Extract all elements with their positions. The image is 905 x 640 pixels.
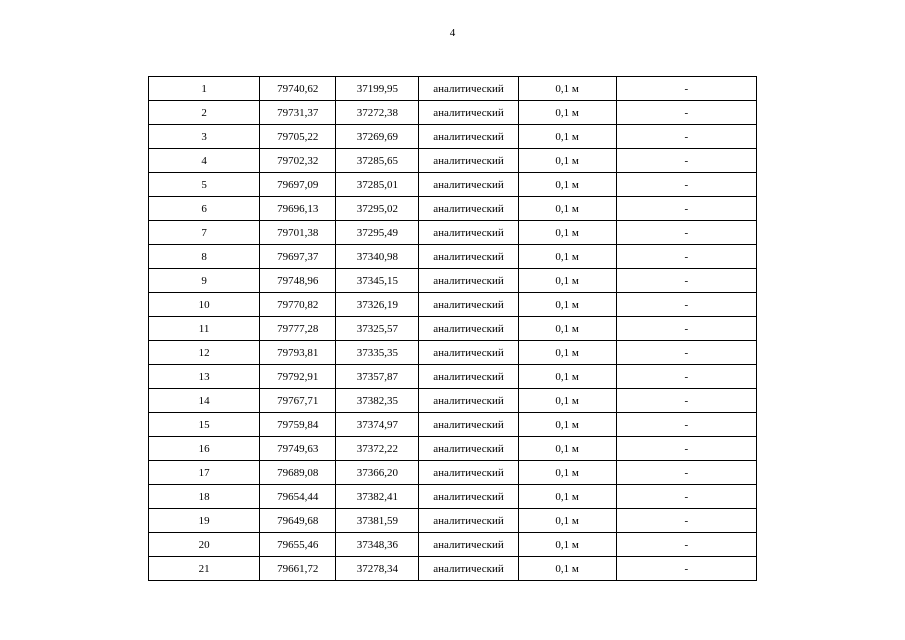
coordinate-y-cell: 37295,49 (336, 221, 419, 245)
coordinate-x-cell: 79731,37 (260, 101, 336, 125)
coordinate-x-cell: 79697,09 (260, 173, 336, 197)
description-cell: - (616, 485, 756, 509)
coordinate-x-cell: 79777,28 (260, 317, 336, 341)
coordinate-x-cell: 79759,84 (260, 413, 336, 437)
method-cell: аналитический (419, 101, 518, 125)
method-cell: аналитический (419, 293, 518, 317)
coordinate-y-cell: 37348,36 (336, 533, 419, 557)
description-cell: - (616, 149, 756, 173)
accuracy-cell: 0,1 м (518, 509, 616, 533)
method-cell: аналитический (419, 389, 518, 413)
table-row (149, 293, 757, 317)
description-cell: - (616, 221, 756, 245)
coordinate-x-cell: 79696,13 (260, 197, 336, 221)
accuracy-cell: 0,1 м (518, 533, 616, 557)
coordinate-x-cell: 79748,96 (260, 269, 336, 293)
coordinate-y-cell: 37381,59 (336, 509, 419, 533)
method-cell: аналитический (419, 533, 518, 557)
point-number-cell: 12 (149, 341, 260, 365)
point-number-cell: 21 (149, 557, 260, 581)
coordinate-y-cell: 37325,57 (336, 317, 419, 341)
accuracy-cell: 0,1 м (518, 149, 616, 173)
table-row (149, 341, 757, 365)
method-cell: аналитический (419, 149, 518, 173)
coordinate-x-cell: 79793,81 (260, 341, 336, 365)
description-cell: - (616, 317, 756, 341)
coordinate-x-cell: 79655,46 (260, 533, 336, 557)
coordinate-y-cell: 37285,01 (336, 173, 419, 197)
method-cell: аналитический (419, 221, 518, 245)
coordinate-y-cell: 37382,35 (336, 389, 419, 413)
point-number-cell: 14 (149, 389, 260, 413)
point-number-cell: 13 (149, 365, 260, 389)
accuracy-cell: 0,1 м (518, 221, 616, 245)
coordinate-x-cell: 79705,22 (260, 125, 336, 149)
table-row (149, 437, 757, 461)
point-number-cell: 11 (149, 317, 260, 341)
method-cell: аналитический (419, 557, 518, 581)
coordinate-y-cell: 37272,38 (336, 101, 419, 125)
description-cell: - (616, 125, 756, 149)
table-row (149, 245, 757, 269)
description-cell: - (616, 365, 756, 389)
description-cell: - (616, 389, 756, 413)
accuracy-cell: 0,1 м (518, 293, 616, 317)
point-number-cell: 20 (149, 533, 260, 557)
table-row (149, 389, 757, 413)
coordinate-y-cell: 37278,34 (336, 557, 419, 581)
description-cell: - (616, 293, 756, 317)
coordinate-y-cell: 37374,97 (336, 413, 419, 437)
accuracy-cell: 0,1 м (518, 269, 616, 293)
coordinate-y-cell: 37285,65 (336, 149, 419, 173)
description-cell: - (616, 173, 756, 197)
accuracy-cell: 0,1 м (518, 365, 616, 389)
table-row (149, 317, 757, 341)
coordinate-y-cell: 37335,35 (336, 341, 419, 365)
table-row (149, 413, 757, 437)
point-number-cell: 10 (149, 293, 260, 317)
table-row (149, 221, 757, 245)
point-number-cell: 17 (149, 461, 260, 485)
coordinates-table-body (149, 77, 757, 581)
accuracy-cell: 0,1 м (518, 413, 616, 437)
coordinate-x-cell: 79697,37 (260, 245, 336, 269)
point-number-cell: 8 (149, 245, 260, 269)
coordinate-x-cell: 79661,72 (260, 557, 336, 581)
coordinate-y-cell: 37269,69 (336, 125, 419, 149)
method-cell: аналитический (419, 485, 518, 509)
description-cell: - (616, 269, 756, 293)
coordinate-y-cell: 37295,02 (336, 197, 419, 221)
method-cell: аналитический (419, 173, 518, 197)
table-row (149, 77, 757, 101)
coordinate-y-cell: 37372,22 (336, 437, 419, 461)
page-number: 4 (449, 27, 456, 39)
point-number-cell: 3 (149, 125, 260, 149)
method-cell: аналитический (419, 245, 518, 269)
accuracy-cell: 0,1 м (518, 341, 616, 365)
method-cell: аналитический (419, 461, 518, 485)
coordinate-x-cell: 79767,71 (260, 389, 336, 413)
method-cell: аналитический (419, 413, 518, 437)
point-number-cell: 9 (149, 269, 260, 293)
method-cell: аналитический (419, 509, 518, 533)
description-cell: - (616, 101, 756, 125)
coordinate-y-cell: 37199,95 (336, 77, 419, 101)
coordinate-x-cell: 79701,38 (260, 221, 336, 245)
coordinate-x-cell: 79702,32 (260, 149, 336, 173)
coordinate-y-cell: 37382,41 (336, 485, 419, 509)
description-cell: - (616, 437, 756, 461)
accuracy-cell: 0,1 м (518, 77, 616, 101)
point-number-cell: 1 (149, 77, 260, 101)
description-cell: - (616, 197, 756, 221)
coordinate-x-cell: 79689,08 (260, 461, 336, 485)
accuracy-cell: 0,1 м (518, 197, 616, 221)
description-cell: - (616, 77, 756, 101)
point-number-cell: 15 (149, 413, 260, 437)
coordinate-y-cell: 37326,19 (336, 293, 419, 317)
table-row (149, 461, 757, 485)
coordinate-x-cell: 79654,44 (260, 485, 336, 509)
table-row (149, 149, 757, 173)
accuracy-cell: 0,1 м (518, 101, 616, 125)
method-cell: аналитический (419, 77, 518, 101)
method-cell: аналитический (419, 437, 518, 461)
coordinate-y-cell: 37366,20 (336, 461, 419, 485)
point-number-cell: 16 (149, 437, 260, 461)
coordinate-x-cell: 79740,62 (260, 77, 336, 101)
point-number-cell: 2 (149, 101, 260, 125)
table-row (149, 365, 757, 389)
coordinate-x-cell: 79770,82 (260, 293, 336, 317)
coordinate-x-cell: 79749,63 (260, 437, 336, 461)
table-row (149, 125, 757, 149)
coordinate-y-cell: 37345,15 (336, 269, 419, 293)
accuracy-cell: 0,1 м (518, 245, 616, 269)
table-row (149, 509, 757, 533)
description-cell: - (616, 509, 756, 533)
accuracy-cell: 0,1 м (518, 557, 616, 581)
point-number-cell: 4 (149, 149, 260, 173)
table-row (149, 557, 757, 581)
description-cell: - (616, 245, 756, 269)
table-row (149, 269, 757, 293)
table-row (149, 197, 757, 221)
accuracy-cell: 0,1 м (518, 461, 616, 485)
description-cell: - (616, 413, 756, 437)
method-cell: аналитический (419, 365, 518, 389)
point-number-cell: 5 (149, 173, 260, 197)
accuracy-cell: 0,1 м (518, 389, 616, 413)
method-cell: аналитический (419, 341, 518, 365)
table-row (149, 533, 757, 557)
accuracy-cell: 0,1 м (518, 485, 616, 509)
description-cell: - (616, 461, 756, 485)
point-number-cell: 18 (149, 485, 260, 509)
table-row (149, 173, 757, 197)
table-row (149, 101, 757, 125)
description-cell: - (616, 533, 756, 557)
method-cell: аналитический (419, 197, 518, 221)
accuracy-cell: 0,1 м (518, 317, 616, 341)
description-cell: - (616, 557, 756, 581)
coordinates-table (148, 76, 757, 581)
coordinate-x-cell: 79649,68 (260, 509, 336, 533)
accuracy-cell: 0,1 м (518, 125, 616, 149)
accuracy-cell: 0,1 м (518, 437, 616, 461)
description-cell: - (616, 341, 756, 365)
method-cell: аналитический (419, 125, 518, 149)
coordinate-y-cell: 37340,98 (336, 245, 419, 269)
coordinate-x-cell: 79792,91 (260, 365, 336, 389)
coordinate-y-cell: 37357,87 (336, 365, 419, 389)
point-number-cell: 6 (149, 197, 260, 221)
method-cell: аналитический (419, 269, 518, 293)
method-cell: аналитический (419, 317, 518, 341)
point-number-cell: 19 (149, 509, 260, 533)
table-row (149, 485, 757, 509)
point-number-cell: 7 (149, 221, 260, 245)
accuracy-cell: 0,1 м (518, 173, 616, 197)
